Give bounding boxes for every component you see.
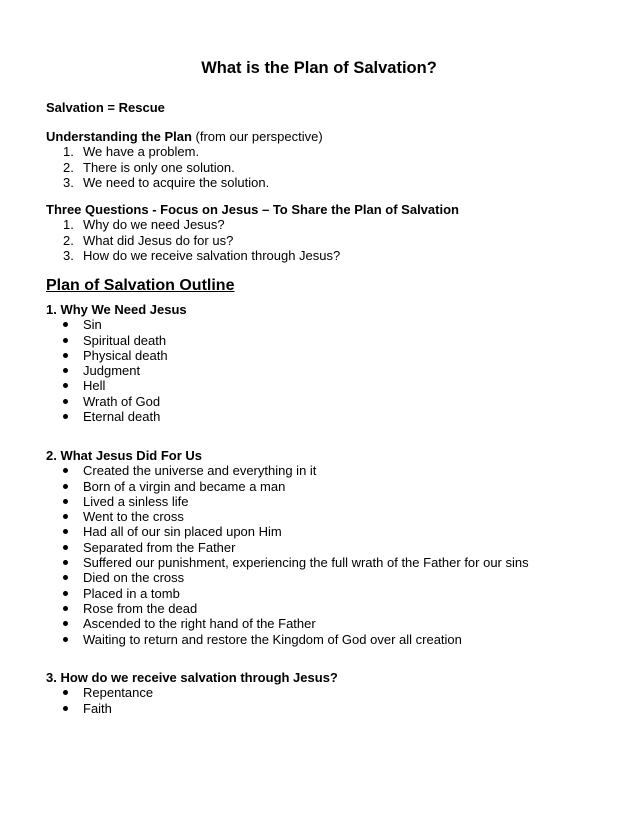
list-item-text: Suffered our punishment, experiencing the full wrath of the Father for our sins: [83, 555, 529, 571]
page-title: What is the Plan of Salvation?: [201, 59, 437, 77]
list-item: [46, 509, 618, 524]
bullet-icon: [63, 514, 68, 519]
list-item: [46, 479, 618, 494]
section-heading: 2. What Jesus Did For Us: [46, 448, 203, 463]
list-item: [46, 494, 618, 509]
list-item: [46, 409, 618, 424]
bullet-icon: [63, 322, 68, 327]
list-item-text: Separated from the Father: [83, 539, 236, 555]
bullet-icon: [63, 621, 68, 626]
list-item: [46, 586, 618, 601]
bullet-icon: [63, 499, 68, 504]
outline-heading: Plan of Salvation Outline: [46, 277, 235, 294]
list-item: [46, 378, 618, 393]
list-item: [46, 217, 618, 232]
bullet-icon: [63, 353, 68, 358]
list-number: 2.: [63, 159, 74, 175]
list-item-text: Physical death: [83, 347, 168, 363]
list-item: [46, 685, 618, 700]
list-item: [46, 175, 618, 190]
list-item-text: Created the universe and everything in it: [83, 463, 317, 479]
list-item-text: Repentance: [83, 685, 154, 701]
list-item-text: Rose from the dead: [83, 600, 198, 616]
how-to-receive-section: [46, 670, 618, 716]
list-item-text: Why do we need Jesus?: [83, 217, 225, 233]
list-number: 3.: [63, 247, 74, 263]
list-item: [46, 394, 618, 409]
three-questions-list: [46, 217, 618, 263]
list-item: [46, 348, 618, 363]
bullet-icon: [63, 591, 68, 596]
list-item-text: Died on the cross: [83, 570, 185, 586]
section-heading: 1. Why We Need Jesus: [46, 302, 187, 317]
bullet-icon: [63, 545, 68, 550]
list-item: [46, 160, 618, 175]
understanding-list: [46, 144, 618, 190]
bullet-icon: [63, 560, 68, 565]
how-to-receive-list: [46, 685, 618, 716]
understanding-heading-bold: Understanding the Plan: [46, 129, 192, 144]
list-item-text: Wrath of God: [83, 393, 161, 409]
bullet-icon: [63, 637, 68, 642]
bullet-icon: [63, 484, 68, 489]
list-item-text: What did Jesus do for us?: [83, 232, 234, 248]
list-item-text: Sin: [83, 317, 102, 333]
list-item-text: Spiritual death: [83, 332, 167, 348]
list-item: [46, 363, 618, 378]
list-item: [46, 570, 618, 585]
list-item: [46, 555, 618, 570]
list-item-text: Had all of our sin placed upon Him: [83, 524, 282, 540]
understanding-section: [46, 129, 618, 190]
list-item-text: Hell: [83, 378, 106, 394]
list-item: [46, 463, 618, 478]
section-heading: 3. How do we receive salvation through Jesus?: [46, 670, 338, 685]
list-item-text: Faith: [83, 700, 112, 716]
bullet-icon: [63, 383, 68, 388]
list-item: [46, 524, 618, 539]
list-item-text: We have a problem.: [83, 144, 200, 160]
list-item: [46, 616, 618, 631]
list-item: [46, 248, 618, 263]
bullet-icon: [63, 690, 68, 695]
bullet-icon: [63, 529, 68, 534]
list-item: [46, 601, 618, 616]
what-jesus-did-section: [46, 448, 618, 647]
list-number: 3.: [63, 174, 74, 190]
list-item: [46, 333, 618, 348]
three-questions-section: [46, 202, 618, 263]
list-item: [46, 701, 618, 716]
understanding-heading: [46, 129, 618, 144]
list-item-text: Judgment: [83, 363, 141, 379]
what-jesus-did-list: [46, 463, 618, 647]
bullet-icon: [63, 606, 68, 611]
bullet-icon: [63, 338, 68, 343]
list-item-text: Waiting to return and restore the Kingdom of God over all creation: [83, 631, 462, 647]
list-item-text: Lived a sinless life: [83, 493, 189, 509]
bullet-icon: [63, 706, 68, 711]
why-we-need-jesus-section: [46, 302, 618, 424]
list-number: 2.: [63, 232, 74, 248]
list-item-text: Born of a virgin and became a man: [83, 478, 286, 494]
salvation-definition: [46, 100, 618, 115]
list-item: [46, 144, 618, 159]
why-we-need-jesus-list: [46, 317, 618, 424]
salvation-line: Salvation = Rescue: [46, 100, 165, 115]
list-item: [46, 317, 618, 332]
list-item-text: There is only one solution.: [83, 159, 235, 175]
list-item-text: Eternal death: [83, 409, 161, 425]
understanding-heading-rest: (from our perspective): [191, 129, 323, 144]
bullet-icon: [63, 414, 68, 419]
list-number: 1.: [63, 144, 74, 160]
list-number: 1.: [63, 217, 74, 233]
list-item-text: Went to the cross: [83, 509, 184, 525]
list-item: [46, 540, 618, 555]
list-item-text: How do we receive salvation through Jesus?: [83, 247, 341, 263]
list-item-text: Placed in a tomb: [83, 585, 180, 601]
list-item: [46, 233, 618, 248]
list-item-text: Ascended to the right hand of the Father: [83, 616, 316, 632]
three-questions-heading: Three Questions - Focus on Jesus – To Share the Plan of Salvation: [46, 202, 459, 217]
bullet-icon: [63, 468, 68, 473]
bullet-icon: [63, 399, 68, 404]
list-item-text: We need to acquire the solution.: [83, 174, 270, 190]
bullet-icon: [63, 575, 68, 580]
bullet-icon: [63, 368, 68, 373]
list-item: [46, 632, 618, 647]
